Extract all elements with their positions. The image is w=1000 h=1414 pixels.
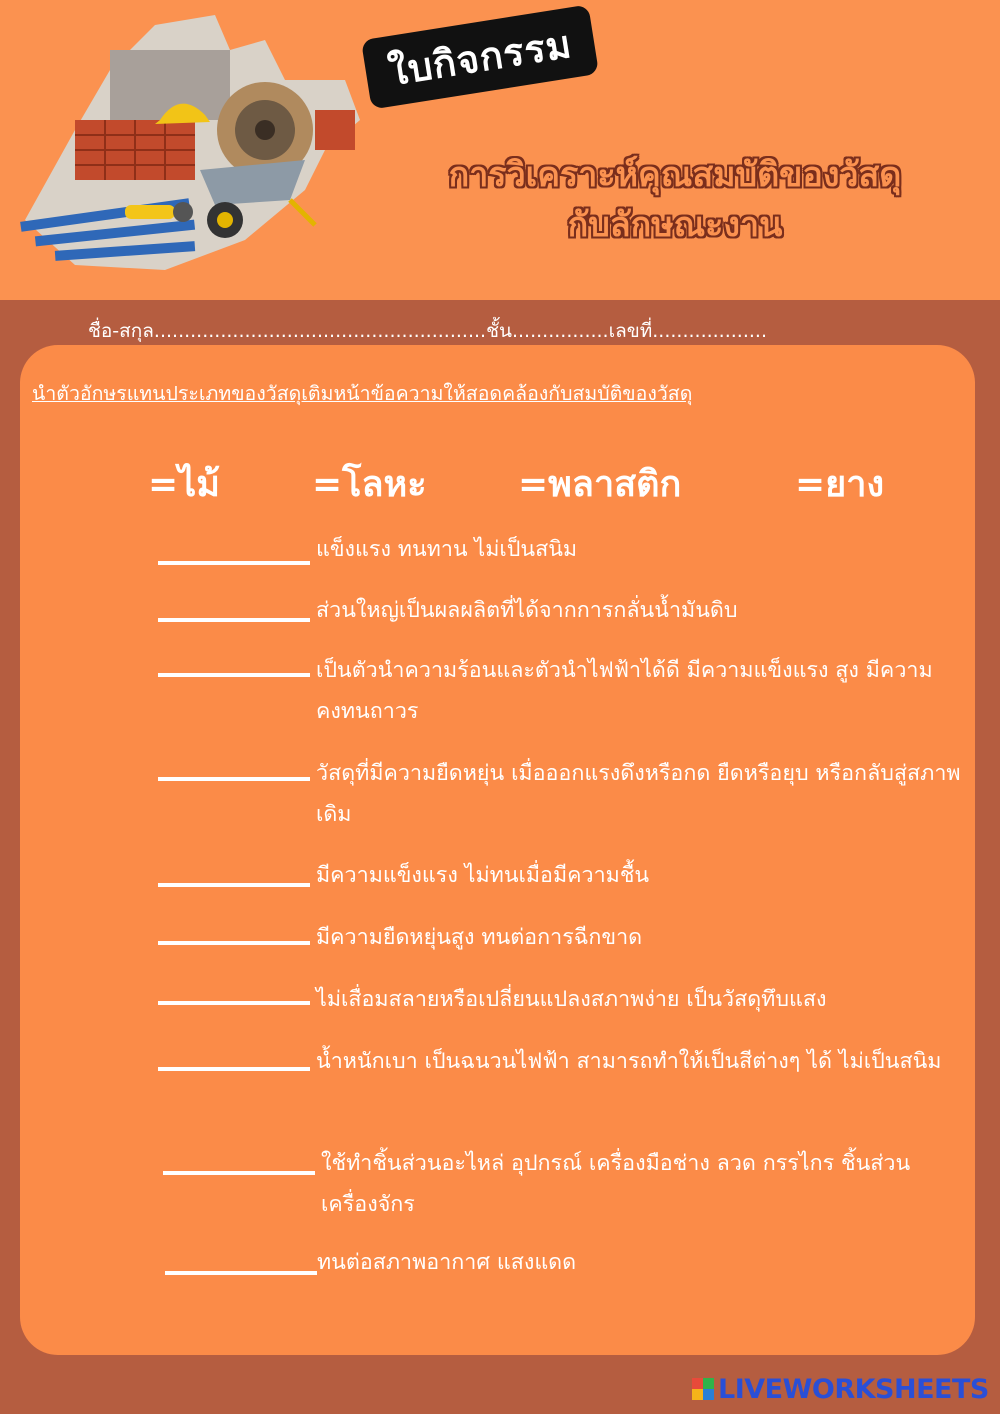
answer-blank-1[interactable] [158, 561, 310, 565]
answer-blank-3[interactable] [158, 673, 310, 677]
answer-blank-10[interactable] [165, 1271, 317, 1275]
student-info-line: ชื่อ-สกุล.......................................................ชั้น................เลขที่................... [88, 320, 767, 342]
legend-metal: =โลหะ [312, 464, 427, 505]
title-line-1: การวิเคราะห์คุณสมบัติของวัสดุ [448, 155, 902, 195]
question-text: ไม่เสื่อมสลายหรือเปลี่ยนแปลงสภาพง่าย เป็นวัสดุทึบแสง [316, 987, 827, 1012]
legend-plastic: =พลาสติก [518, 464, 682, 505]
instruction-text: นำตัวอักษรแทนประเภทของวัสดุเติมหน้าข้อความให้สอดคล้องกับสมบัติของวัสดุ [32, 382, 693, 405]
liveworksheets-mark-icon [692, 1378, 714, 1400]
question-text: ใช้ทำชิ้นส่วนอะไหล่ อุปกรณ์ เครื่องมือช่าง ลวด กรรไกร ชิ้นส่วนเครื่องจักร [321, 1151, 911, 1217]
question-text: น้ำหนักเบา เป็นฉนวนไฟฟ้า สามารถทำให้เป็นสีต่างๆ ได้ ไม่เป็นสนิม [316, 1049, 942, 1074]
question-text: ทนต่อสภาพอากาศ แสงแดด [317, 1250, 577, 1275]
title-line-2: กับลักษณะงาน [567, 205, 783, 245]
answer-blank-4[interactable] [158, 777, 310, 781]
question-text: มีความยืดหยุ่นสูง ทนต่อการฉีกขาด [316, 925, 643, 950]
question-text: เป็นตัวนำความร้อนและตัวนำไฟฟ้าได้ดี มีความแข็งแรง สูง มีความคงทนถาวร [316, 658, 933, 724]
answer-blank-2[interactable] [158, 618, 310, 622]
question-text: มีความแข็งแรง ไม่ทนเมื่อมีความชื้น [316, 863, 650, 888]
answer-blank-6[interactable] [158, 941, 310, 945]
answer-blank-8[interactable] [158, 1067, 310, 1071]
question-text: แข็งแรง ทนทาน ไม่เป็นสนิม [316, 537, 578, 562]
brand-name: LIVEWORKSHEETS [718, 1373, 989, 1405]
question-text: ส่วนใหญ่เป็นผลผลิตที่ได้จากการกลั่นน้ำมันดิบ [316, 598, 738, 623]
page-title [360, 150, 990, 250]
answer-blank-9[interactable] [163, 1171, 315, 1175]
answer-blank-5[interactable] [158, 883, 310, 887]
badge-label: ใบกิจกรรม [385, 21, 575, 94]
construction-materials-illustration [15, 10, 365, 275]
answer-blank-7[interactable] [158, 1001, 310, 1005]
liveworksheets-logo [692, 1373, 989, 1405]
legend-wood: =ไม้ [148, 464, 220, 505]
question-text: วัสดุที่มีความยืดหยุ่น เมื่อออกแรงดึงหรือกด ยืดหรือยุบ หรือกลับสู่สภาพเดิม [316, 761, 961, 827]
legend-rubber: =ยาง [795, 464, 885, 505]
